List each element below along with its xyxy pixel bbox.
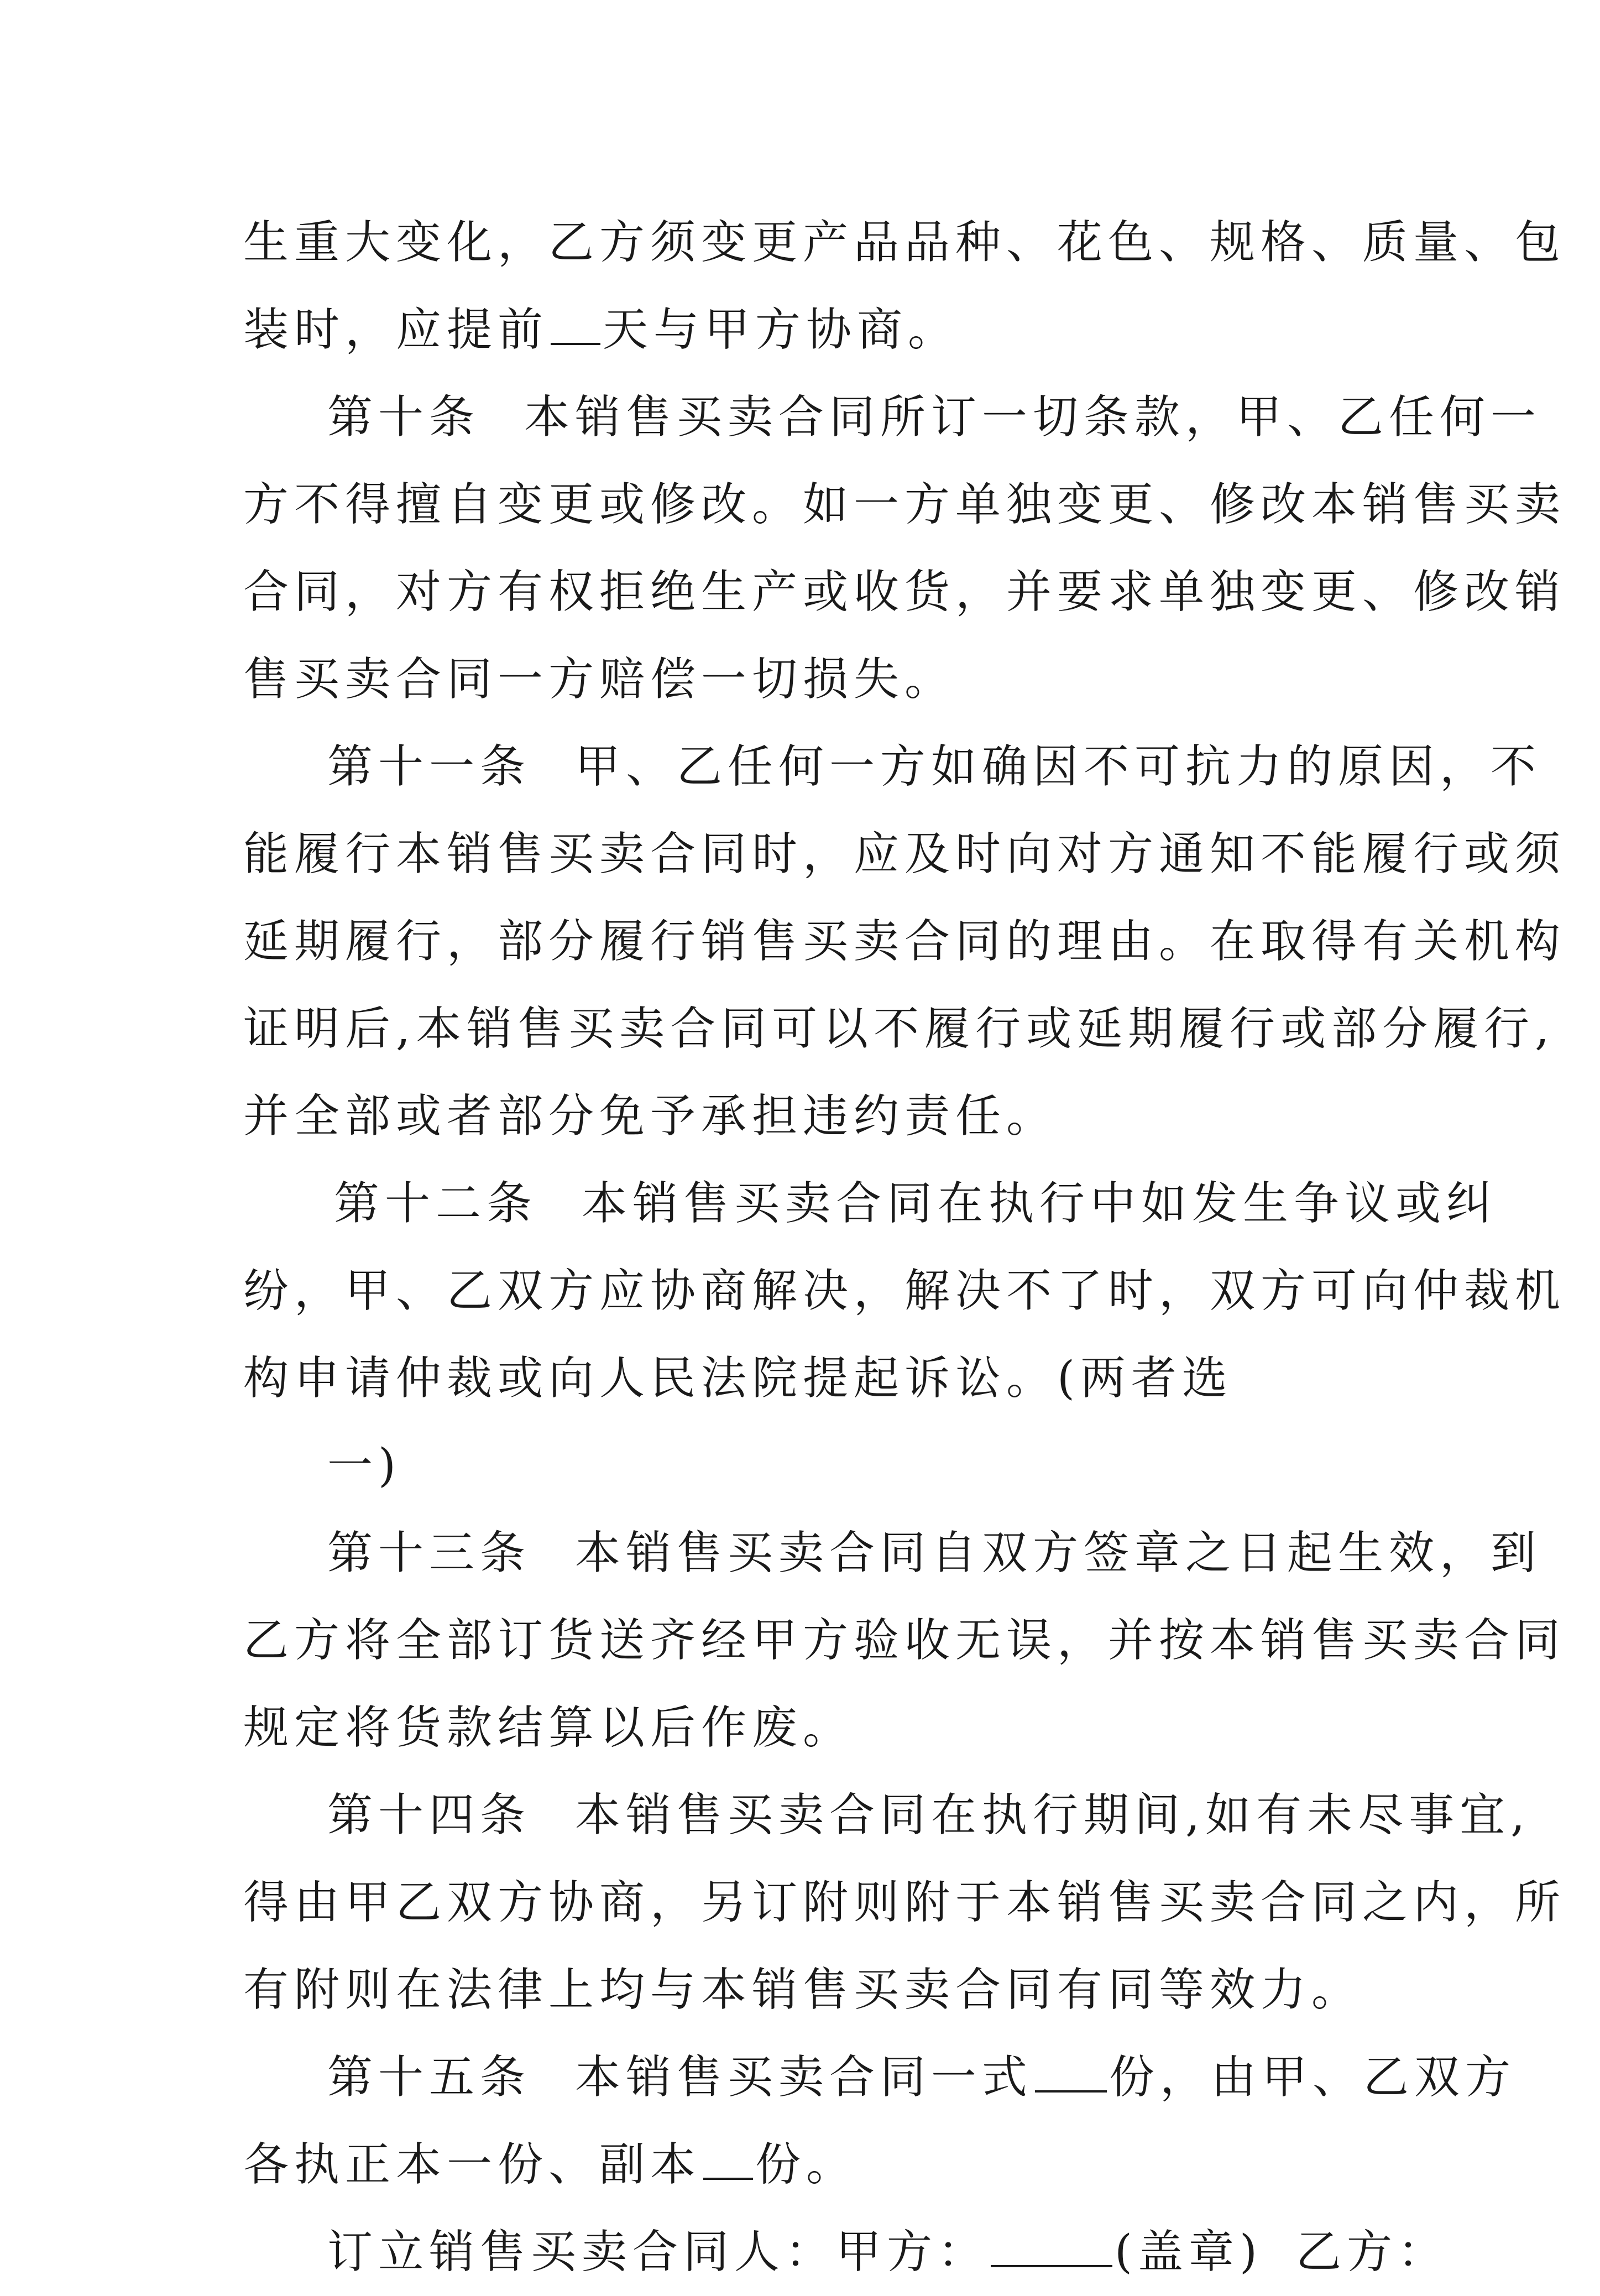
text-line: 证明后,本销售买卖合同可以不履行或延期履行或部分履行, — [243, 1003, 1555, 1055]
text-line: 售买卖合同一方赔偿一切损失。 — [243, 653, 956, 706]
article-label: 第十三条 — [327, 1527, 531, 1579]
text-line — [243, 1160, 1498, 1248]
text-segment: 本销售买卖合同一式 — [575, 2051, 1033, 2104]
article-label: 第十一条 — [327, 740, 531, 793]
article-14 — [243, 1772, 1566, 2034]
fill-blank — [1035, 2052, 1107, 2093]
article-label: 第十四条 — [327, 1789, 531, 1841]
text-line: 有附则在法律上均与本销售买卖合同有同等效力。 — [243, 1964, 1363, 2016]
text-line — [243, 2034, 1517, 2121]
stamp-label: (盖章) — [1115, 2226, 1263, 2278]
article-label: 第十条 — [327, 391, 480, 443]
party-a-blank — [991, 2226, 1112, 2267]
signature-block — [243, 2209, 1449, 2296]
signature-prefix: 订立销售买卖合同人：甲方： — [327, 2226, 989, 2278]
text-line: 乙方将全部订货送齐经甲方验收无误，并按本销售买卖合同 — [243, 1614, 1566, 1667]
text-segment: 装时，应提前 — [243, 304, 549, 356]
text-line — [243, 2121, 1360, 2209]
text-line — [243, 374, 1542, 461]
text-segment: 天与甲方协商。 — [603, 304, 959, 356]
text-line: 能履行本销售买卖合同时，应及时向对方通知不能履行或须 — [243, 828, 1566, 880]
article-label: 第十二条 — [334, 1177, 538, 1230]
text-line: 纷，甲、乙双方应协商解决，解决不了时，双方可向仲裁机 — [243, 1265, 1566, 1317]
text-segment: 本销售买卖合同自双方签章之日起生效，到 — [575, 1527, 1542, 1579]
fill-blank — [551, 304, 600, 345]
text-segment: 各执正本一份、副本 — [243, 2138, 702, 2191]
text-line: 生重大变化，乙方须变更产品品种、花色、规格、质量、包 — [243, 216, 1566, 269]
text-line: 方不得擅自变更或修改。如一方单独变更、修改本销售买卖 — [243, 478, 1566, 531]
text-segment: 本销售买卖合同在执行中如发生争议或纠 — [582, 1177, 1498, 1230]
text-line: 得由甲乙双方协商，另订附则附于本销售买卖合同之内，所 — [243, 1876, 1566, 1929]
paragraph-continuation — [243, 199, 1566, 374]
text-segment: 份。 — [755, 2138, 857, 2191]
text-line: 并全部或者部分免予承担违约责任。 — [243, 1090, 1058, 1142]
text-segment: 本销售买卖合同在执行期间,如有未尽事宜, — [575, 1789, 1531, 1841]
article-11 — [243, 723, 1566, 1160]
text-line: 构申请仲裁或向人民法院提起诉讼。(两者选 — [243, 1352, 1233, 1405]
text-line: 延期履行，部分履行销售买卖合同的理由。在取得有关机构 — [243, 915, 1566, 968]
text-segment: 甲、乙任何一方如确因不可抗力的原因，不 — [575, 740, 1542, 793]
signature-line — [243, 2209, 1449, 2296]
article-label: 第十五条 — [327, 2051, 531, 2104]
text-line — [243, 286, 1360, 374]
article-10 — [243, 374, 1566, 723]
text-line: 合同，对方有权拒绝生产或收货，并要求单独变更、修改销 — [243, 566, 1566, 618]
article-15 — [243, 2034, 1517, 2209]
fill-blank — [703, 2139, 753, 2180]
document-body — [243, 199, 1566, 2296]
text-line: 规定将货款结算以后作废。 — [243, 1702, 854, 1754]
text-segment: 本销售买卖合同所订一切条款，甲、乙任何一 — [524, 391, 1542, 443]
text-line — [243, 1510, 1542, 1597]
text-segment: 份，由甲、乙双方 — [1109, 2051, 1517, 2104]
text-line — [243, 1772, 1531, 1859]
party-b-label: 乙方： — [1296, 2226, 1449, 2278]
text-line: 一) — [327, 1439, 401, 1492]
text-line — [243, 723, 1542, 811]
article-13 — [243, 1510, 1566, 1772]
article-12 — [243, 1160, 1566, 1510]
